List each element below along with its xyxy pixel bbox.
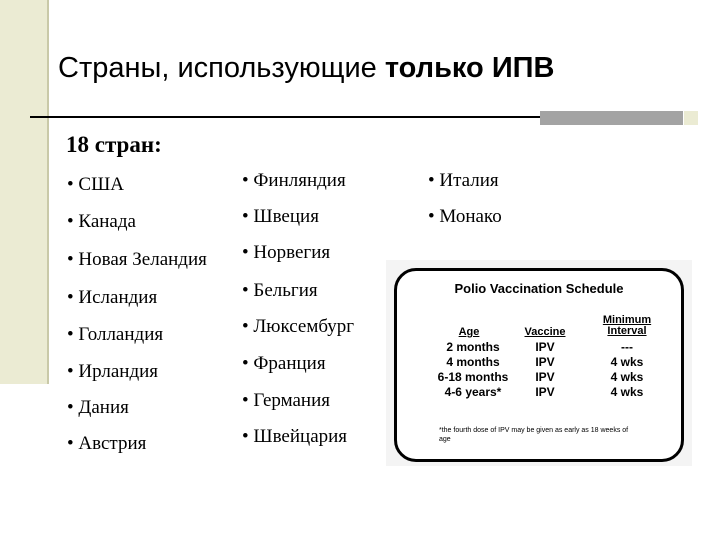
slide-title: [58, 52, 554, 85]
country-item: • США: [67, 174, 124, 196]
vaccine-cell: IPV: [535, 355, 555, 369]
age-header: Age: [458, 326, 480, 338]
schedule-footnote: *the fourth dose of IPV may be given as early as 18 weeks of age: [439, 427, 629, 443]
title-rule-accent: [540, 111, 683, 125]
vaccine-cell: IPV: [535, 370, 555, 384]
country-item: • Франция: [242, 353, 326, 375]
age-cell: 6-18 months: [437, 370, 509, 384]
title-rule-end: [684, 111, 698, 125]
country-item: • Новая Зеландия: [67, 249, 207, 271]
country-item: • Германия: [242, 390, 330, 412]
age-cell: 4 months: [446, 355, 500, 369]
title-rule: [30, 116, 540, 118]
country-item: • Норвегия: [242, 242, 330, 264]
country-item: • Голландия: [67, 324, 163, 346]
vaccine-cell: IPV: [535, 340, 555, 354]
country-item: • Бельгия: [242, 280, 318, 302]
country-count: 18 стран:: [66, 132, 162, 157]
schedule-title: Polio Vaccination Schedule: [454, 281, 624, 296]
country-item: • Финляндия: [242, 170, 346, 192]
country-item: • Канада: [67, 211, 136, 233]
country-item: • Дания: [67, 397, 129, 419]
polio-schedule-image: [386, 260, 692, 466]
interval-header: Minimum Interval: [602, 314, 652, 337]
interval-cell: ---: [621, 340, 633, 354]
age-cell: 4-6 years*: [444, 385, 502, 399]
interval-cell: 4 wks: [610, 385, 644, 399]
country-item: • Италия: [428, 170, 499, 192]
age-cell: 2 months: [446, 340, 500, 354]
interval-cell: 4 wks: [610, 370, 644, 384]
country-item: • Швейцария: [242, 426, 347, 448]
title-regular: Страны, использующие: [58, 52, 385, 84]
vaccine-header: Vaccine: [524, 326, 566, 338]
country-item: • Люксембург: [242, 316, 354, 338]
country-item: • Ирландия: [67, 361, 158, 383]
country-item: • Исландия: [67, 287, 157, 309]
country-item: • Австрия: [67, 433, 146, 455]
polio-schedule-frame: [394, 268, 684, 462]
left-accent-bar: [0, 0, 49, 384]
country-item: • Швеция: [242, 206, 319, 228]
interval-cell: 4 wks: [610, 355, 644, 369]
title-bold: только ИПВ: [384, 52, 555, 84]
country-item: • Монако: [428, 206, 502, 228]
vaccine-cell: IPV: [535, 385, 555, 399]
